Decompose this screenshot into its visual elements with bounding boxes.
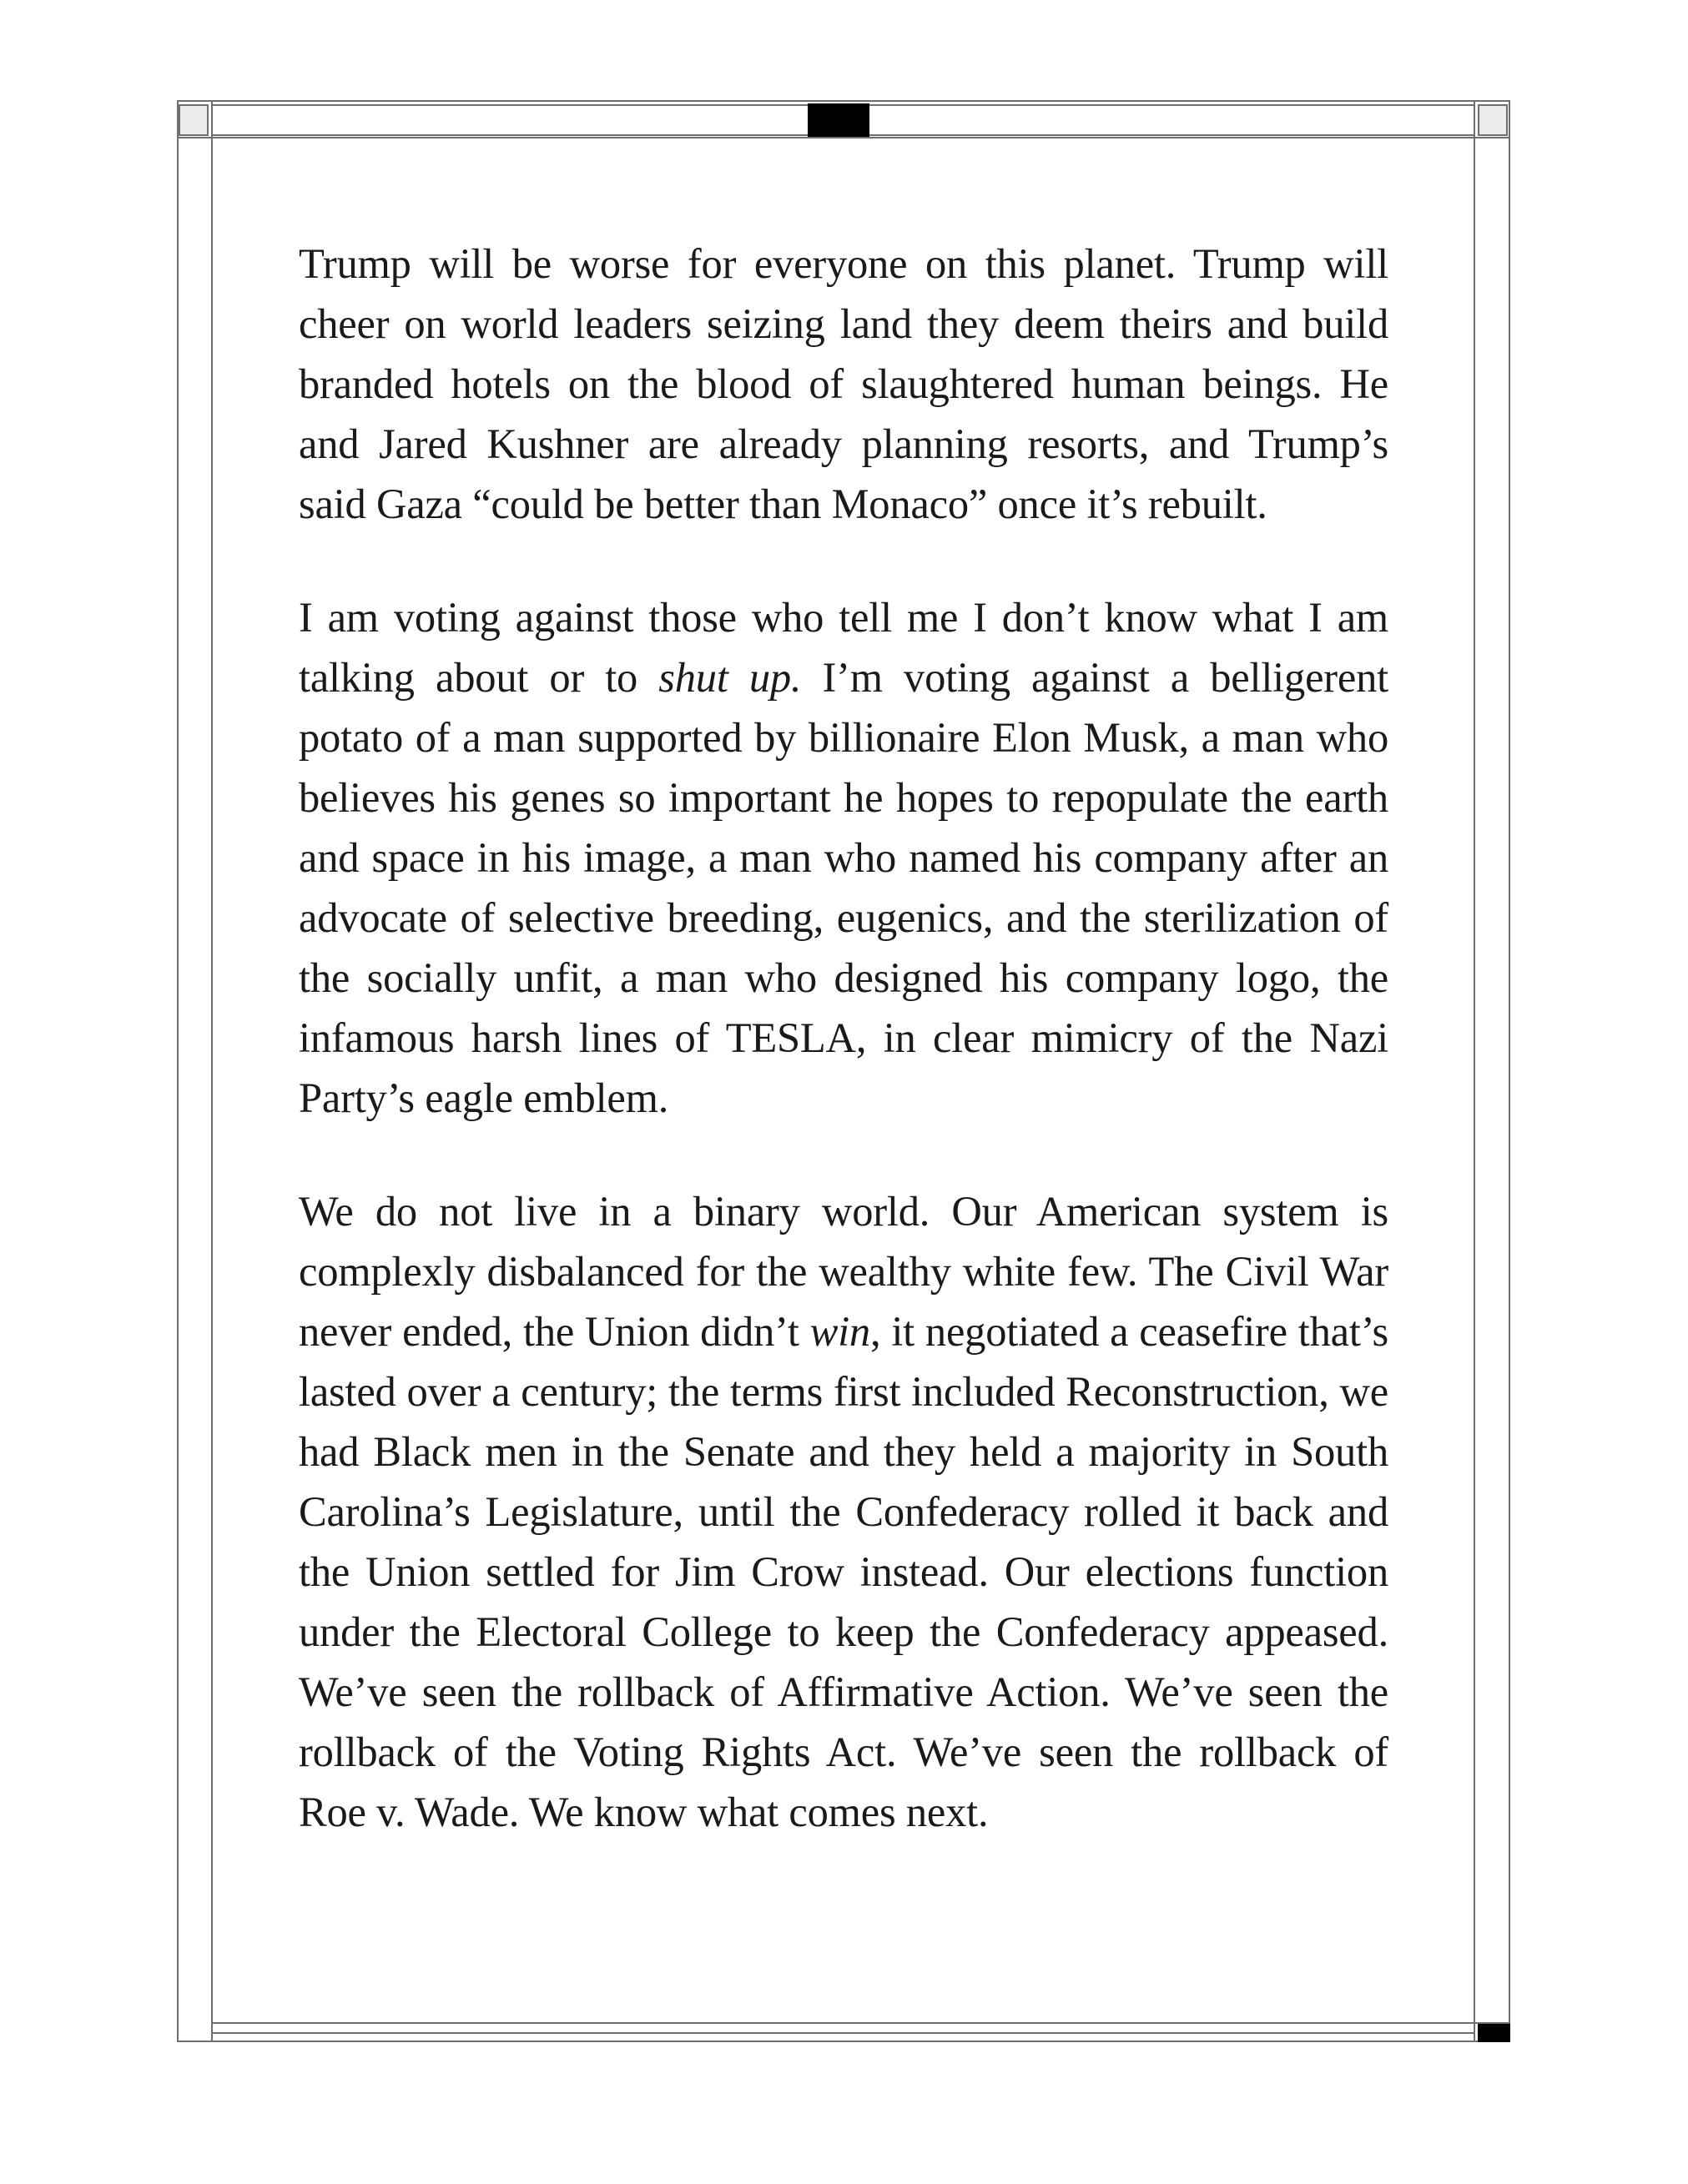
paragraph-1 xyxy=(299,234,1388,534)
paragraph-2-text-a: I am voting against those who tell me I don’t know what I am talking about or to xyxy=(299,594,1388,701)
frame-bottom-line xyxy=(211,2032,1475,2034)
paragraph-2-emphasis: shut up. xyxy=(658,654,802,701)
paragraph-3-emphasis: win xyxy=(809,1308,870,1355)
paragraph-1-text: Trump will be worse for everyone on this planet. Trump will cheer on world leaders seizing land they deem theirs and build branded hotels on the blood of slaughtered human beings. He and Jared Kushner are already planning resorts, and Trump’s said Gaza “could be better than Monaco” once it’s rebuilt. xyxy=(299,240,1388,527)
frame-bottom-black-block xyxy=(1478,2024,1510,2042)
article-body xyxy=(299,234,1388,1842)
frame-top-black-block xyxy=(808,103,869,137)
paragraph-3 xyxy=(299,1181,1388,1842)
paragraph-2 xyxy=(299,587,1388,1128)
paragraph-3-text-b: , it negotiated a ceasefire that’s lasted over a century; the terms first included Reconstruction, we had Black men in the Senate and they held a majority in South Carolina’s Legislature, until the Confederacy rolled it back and the Union settled for Jim Crow instead. Our elections function under the Electoral College to keep the Confederacy appeased. We’ve seen the rollback of Affirmative Action. We’ve seen the rollback of the Voting Rights Act. We’ve seen the rollback of Roe v. Wade. We know what comes next. xyxy=(299,1308,1389,1835)
paragraph-2-text-b: I’m voting against a belligerent potato of a man supported by billionaire Elon Musk, a man who believes his genes so important he hopes to repopulate the earth and space in his image, a man who named his company after an advocate of selective breeding, eugenics, and the sterilization of the socially unfit, a man who designed his company logo, the infamous harsh lines of TESLA, in clear mimicry of the Nazi Party’s eagle emblem. xyxy=(299,654,1388,1121)
frame-corner-left xyxy=(179,104,209,136)
frame-corner-right xyxy=(1478,104,1508,136)
paragraph-3-text-a: We do not live in a binary world. Our American system is complexly disbalanced for the wealthy white few. The Civil War never ended, the Union didn’t xyxy=(299,1188,1388,1355)
